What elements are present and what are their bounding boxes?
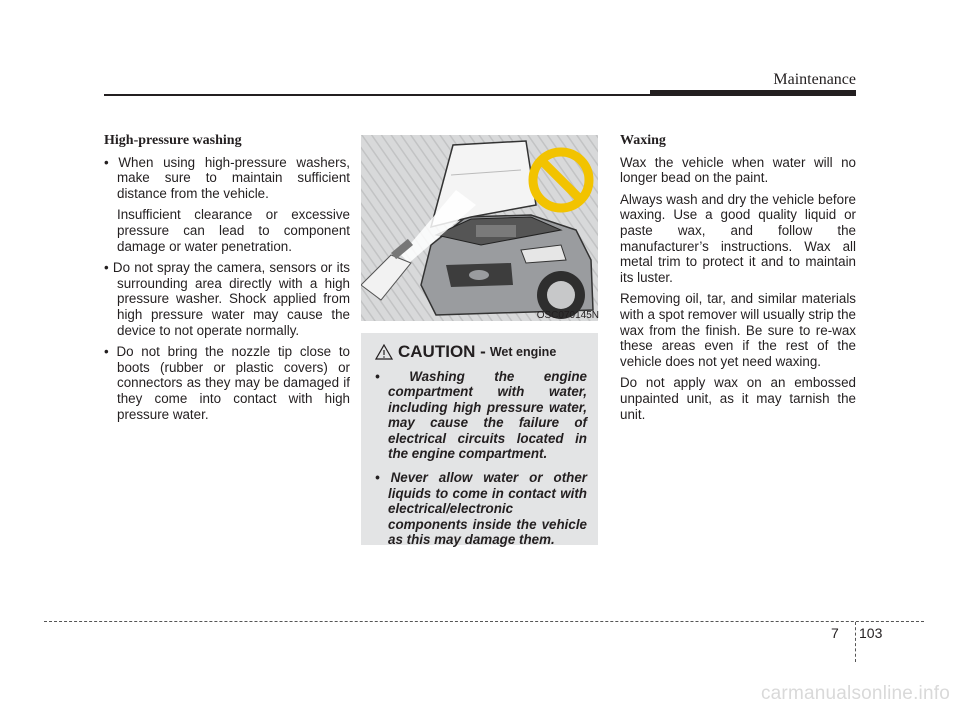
list-item-continuation: Insufficient clearance or excessive pressure can lead to component damage or water penetration. (117, 207, 350, 254)
page-number-separator (855, 622, 856, 662)
page-number: 103 (859, 625, 883, 641)
waxing-heading: Waxing (620, 133, 666, 148)
header-bar (650, 90, 856, 96)
section-title: Maintenance (773, 71, 856, 88)
list-item: • Do not bring the nozzle tip close to boots (rubber or plastic covers) or connectors as they may be damaged if they come into contact with high pressure water. (104, 344, 350, 422)
list-item: • Washing the engine compartment with water, including high pressure water, may cause the failure of electrical circuits located in the engine compartment. (375, 369, 587, 462)
engine-washing-illustration (361, 135, 598, 321)
caution-subtitle: Wet engine (489, 345, 557, 359)
paragraph: Always wash and dry the vehicle before waxing. Use a good quality liquid or paste wax, and follow the manufacturer’s instructions. Wax all metal trim to protect it and to maintain its luster. (620, 191, 856, 285)
caution-box (361, 333, 598, 548)
paragraph: Do not apply wax on an embossed unpainted unit, as it may tarnish the unit. (620, 375, 856, 422)
right-column (620, 133, 856, 428)
caution-header (375, 342, 556, 362)
list-item: • When using high-pressure washers, make sure to maintain sufficient distance from the vehicle. (104, 154, 350, 201)
chapter-number: 7 (831, 625, 839, 641)
paragraph: Wax the vehicle when water will no longer bead on the paint. (620, 154, 856, 186)
caution-body (375, 369, 587, 556)
figure-code: OSC070145N (536, 310, 599, 321)
caution-title: CAUTION - (398, 342, 486, 361)
paragraph: Removing oil, tar, and similar materials with a spot remover will usually strip the wax from the finish. Be sure to re-wax these areas even if the rest of the vehicle does not yet need waxing. (620, 291, 856, 369)
left-column (104, 133, 350, 428)
list-item: • Never allow water or other liquids to come in contact with electrical/electronic components inside the vehicle as this may damage them. (375, 470, 587, 548)
warning-triangle-icon (375, 344, 393, 360)
high-pressure-washing-heading: High-pressure washing (104, 133, 242, 148)
footer-divider (44, 621, 924, 622)
watermark: carmanualsonline.info (760, 683, 950, 704)
list-item: • Do not spray the camera, sensors or its surrounding area directly with a high pressure washer. Shock applied from high pressure water may cause the device to not operate normally. (104, 260, 350, 338)
